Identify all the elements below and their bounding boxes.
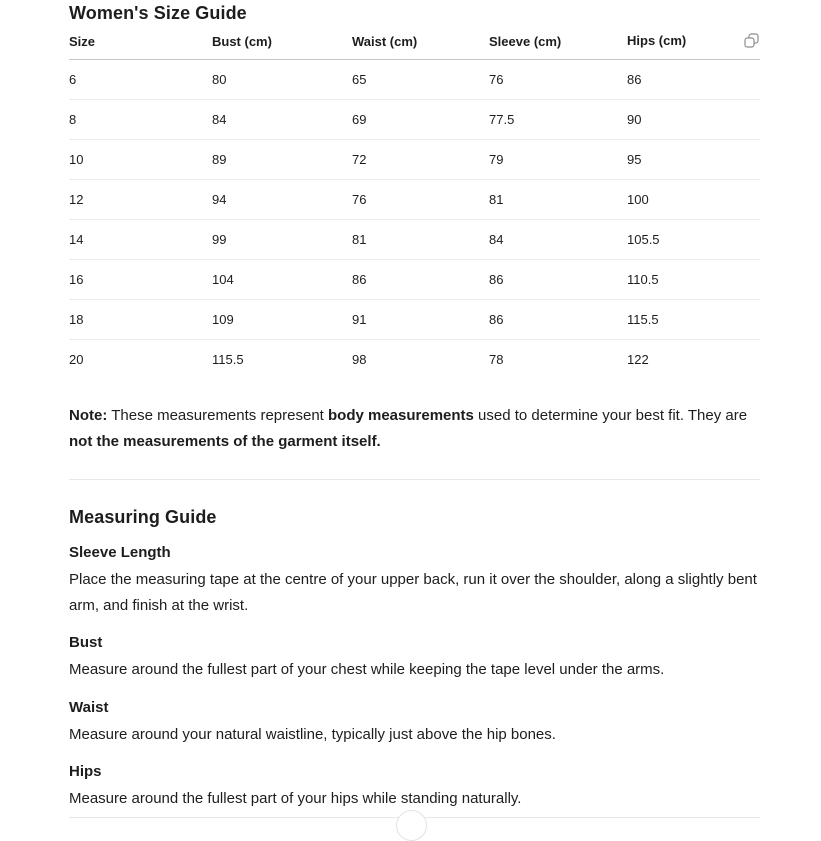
table-row <box>69 100 760 140</box>
note-paragraph <box>69 403 760 454</box>
cell-sleeve: 86 <box>489 260 627 300</box>
measuring-section-bust <box>69 632 760 683</box>
note-bold-1: body measurements <box>328 407 474 424</box>
cell-size: 12 <box>69 180 212 220</box>
cell-hips: 115.5 <box>627 300 760 340</box>
cell-waist: 81 <box>352 220 489 260</box>
cell-sleeve: 84 <box>489 220 627 260</box>
measuring-section-heading: Waist <box>69 698 109 716</box>
table-row <box>69 60 760 100</box>
cell-bust: 109 <box>212 300 352 340</box>
cell-sleeve: 81 <box>489 180 627 220</box>
cell-size: 14 <box>69 220 212 260</box>
cell-size: 10 <box>69 140 212 180</box>
cell-hips: 110.5 <box>627 260 760 300</box>
measuring-guide-title: Measuring Guide <box>69 507 217 527</box>
col-header-waist: Waist (cm) <box>352 26 489 60</box>
cell-bust: 104 <box>212 260 352 300</box>
cell-waist: 76 <box>352 180 489 220</box>
cell-size: 6 <box>69 60 212 100</box>
cell-hips: 105.5 <box>627 220 760 260</box>
size-table <box>69 26 760 379</box>
cell-size: 20 <box>69 352 84 367</box>
measuring-section-heading: Bust <box>69 634 103 651</box>
cell-waist: 72 <box>352 140 489 180</box>
measuring-section-waist <box>69 697 760 748</box>
note-text-2: used to determine your best fit. They are <box>473 407 748 424</box>
cell-hips: 86 <box>627 60 760 100</box>
collapse-circle-button[interactable] <box>396 810 427 841</box>
cell-sleeve: 78 <box>489 352 504 367</box>
cell-sleeve: 79 <box>489 140 627 180</box>
cell-hips: 95 <box>627 140 760 180</box>
cell-waist: 91 <box>352 300 489 340</box>
cell-size: 8 <box>69 100 212 140</box>
size-table-header-row <box>69 26 760 60</box>
measuring-section-text: Measure around your natural waistline, typically just above the hip bones. <box>69 725 556 743</box>
col-header-sleeve: Sleeve (cm) <box>489 26 627 60</box>
cell-bust: 89 <box>212 140 352 180</box>
page-title: Women's Size Guide <box>69 3 247 23</box>
measuring-section-text: Place the measuring tape at the centre of your upper back, run it over the shoulder, along a slightly bent arm, and finish at the wrist. <box>69 571 757 614</box>
measuring-section-hips <box>69 761 760 812</box>
measuring-section-heading: Sleeve Length <box>69 544 171 561</box>
cell-hips: 90 <box>627 100 760 140</box>
note-text-1: These measurements represent <box>107 407 328 424</box>
cell-bust: 84 <box>212 100 352 140</box>
cell-sleeve: 77.5 <box>489 100 627 140</box>
measuring-section-heading: Hips <box>69 763 102 780</box>
copy-table-button[interactable] <box>743 32 760 49</box>
cell-bust: 94 <box>212 180 352 220</box>
col-header-hips <box>627 26 760 60</box>
cell-waist: 98 <box>352 352 367 367</box>
table-row <box>69 180 760 220</box>
cell-waist: 69 <box>352 100 489 140</box>
table-row <box>69 260 760 300</box>
col-header-bust: Bust (cm) <box>212 26 352 60</box>
section-divider <box>69 479 760 480</box>
measuring-section-sleeve-length <box>69 542 760 618</box>
table-row <box>69 220 760 260</box>
measuring-section-text: Measure around the fullest part of your chest while keeping the tape level under the arms. <box>69 661 665 678</box>
copy-icon <box>743 32 760 49</box>
measuring-section-text: Measure around the fullest part of your hips while standing naturally. <box>69 790 522 807</box>
cell-bust: 80 <box>212 60 352 100</box>
cell-sleeve: 76 <box>489 60 627 100</box>
cell-sleeve: 86 <box>489 300 627 340</box>
table-row <box>69 140 760 180</box>
table-row <box>69 340 760 380</box>
cell-hips: 122 <box>627 352 649 367</box>
table-row <box>69 300 760 340</box>
cell-size: 18 <box>69 300 212 340</box>
cell-hips: 100 <box>627 180 760 220</box>
cell-bust: 115.5 <box>212 352 244 367</box>
note-label: Note: <box>69 407 108 424</box>
cell-waist: 65 <box>352 60 489 100</box>
col-header-size: Size <box>69 26 212 60</box>
note-bold-2: not the measurements of the garment itself. <box>69 432 381 450</box>
cell-bust: 99 <box>212 220 352 260</box>
cell-size: 16 <box>69 260 212 300</box>
cell-waist: 86 <box>352 260 489 300</box>
col-header-hips-label: Hips (cm) <box>627 33 687 48</box>
